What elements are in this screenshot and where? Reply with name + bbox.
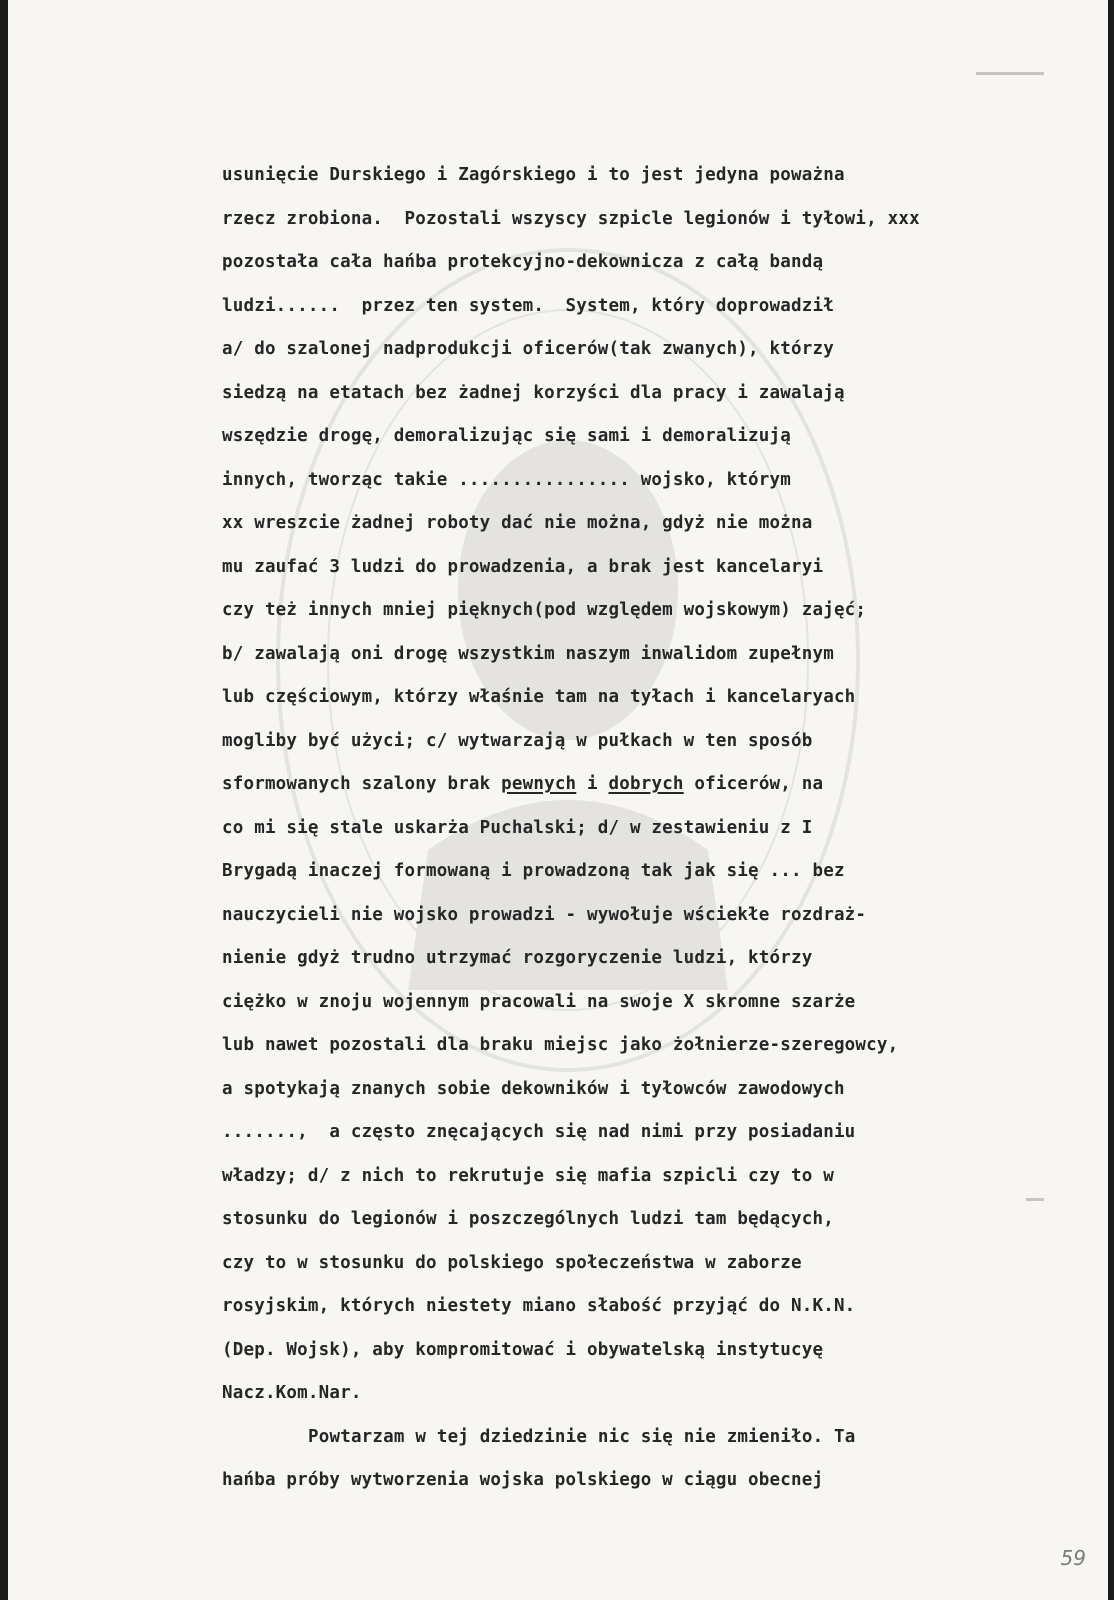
edge-smudge (1026, 1198, 1044, 1201)
typescript-line: Nacz.Kom.Nar. (222, 1383, 362, 1403)
typescript-line: mogliby być użyci; c/ wytwarzają w pułkach w ten sposób (222, 730, 813, 751)
typescript-line: hańba próby wytworzenia wojska polskiego w ciągu obecnej (222, 1470, 824, 1490)
underlined-word: pewnych (501, 774, 577, 794)
typescript-line: czy to w stosunku do polskiego społeczeństwa w zaborze (222, 1252, 802, 1273)
typescript-line: władzy; d/ z nich to rekrutuje się mafia szpicli czy to w (222, 1165, 834, 1186)
typescript-line: pozostała cała hańba protekcyjno-dekownicza z całą bandą (222, 252, 824, 272)
typescript-line: xx wreszcie żadnej roboty dać nie można, gdyż nie można (222, 513, 813, 533)
typescript-line: b/ zawalają oni drogę wszystkim naszym inwalidom zupełnym (222, 643, 834, 664)
typescript-body (222, 161, 1082, 1510)
page-number: 59 (1060, 1546, 1086, 1570)
typescript-line: (Dep. Wojsk), aby kompromitować i obywatelską instytucyę (222, 1339, 824, 1360)
typescript-line: usunięcie Durskiego i Zagórskiego i to jest jedyna poważna (222, 165, 845, 185)
typescript-line: rosyjskim, których niestety miano słabość przyjąć do N.K.N. (222, 1296, 856, 1316)
typescript-line: siedzą na etatach bez żadnej korzyści dla pracy i zawalają (222, 382, 845, 403)
typescript-line: co mi się stale uskarża Puchalski; d/ w zestawieniu z I (222, 817, 813, 838)
typescript-line: czy też innych mniej pięknych(pod względem wojskowym) zajęć; (222, 600, 867, 620)
typescript-line: nauczycieli nie wojsko prowadzi - wywołuje wściekłe rozdraż- (222, 904, 867, 925)
typescript-line: lub nawet pozostali dla braku miejsc jako żołnierze-szeregowcy, (222, 1035, 899, 1055)
typescript-line: lub częściowym, którzy właśnie tam na tyłach i kancelaryach (222, 687, 856, 707)
typescript-line: rzecz zrobiona. Pozostali wszyscy szpicle legionów i tyłowi, xxx (222, 208, 920, 229)
edge-smudge (976, 72, 1044, 75)
typescript-line: nienie gdyż trudno utrzymać rozgoryczenie ludzi, którzy (222, 948, 813, 968)
typescript-line: wszędzie drogę, demoralizując się sami i demoralizują (222, 426, 792, 446)
typescript-line: stosunku do legionów i poszczególnych ludzi tam będących, (222, 1209, 834, 1229)
typescript-line: Powtarzam w tej dziedzinie nic się nie zmieniło. Ta (308, 1426, 856, 1447)
document-page (8, 0, 1108, 1600)
typescript-line: ciężko w znoju wojennym pracowali na swoje X skromne szarże (222, 991, 856, 1012)
typescript-line: a/ do szalonej nadprodukcji oficerów(tak zwanych), którzy (222, 339, 834, 359)
typescript-line: ......., a często znęcających się nad nimi przy posiadaniu (222, 1122, 856, 1142)
typescript-line: sformowanych szalony brak pewnych i dobrych oficerów, na (222, 774, 824, 794)
typescript-line: mu zaufać 3 ludzi do prowadzenia, a brak jest kancelaryi (222, 556, 824, 577)
typescript-line: Brygadą inaczej formowaną i prowadzoną tak jak się ... bez (222, 861, 845, 881)
typescript-line: a spotykają znanych sobie dekowników i tyłowców zawodowych (222, 1078, 845, 1099)
typescript-line: ludzi...... przez ten system. System, który doprowadził (222, 295, 834, 316)
underlined-word: dobrych (608, 774, 684, 794)
typescript-line: innych, tworząc takie ................ wojsko, którym (222, 469, 792, 490)
